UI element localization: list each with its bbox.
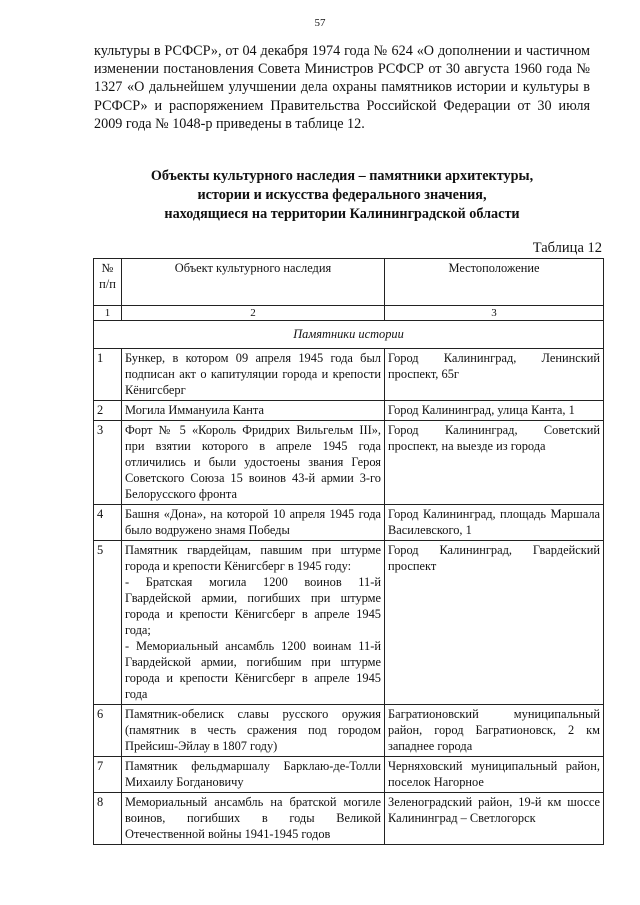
row-object-lead: Памятник гвардейцам, павшим при штурме города и крепости Кёнигсберг в 1945 году: bbox=[125, 543, 381, 573]
row-object: Памятник фельдмаршалу Барклаю-де-Толли Михаилу Богдановичу bbox=[122, 757, 385, 793]
table-row bbox=[94, 505, 604, 541]
row-object: Мемориальный ансамбль на братской могиле воинов, погибших в годы Великой Отечественной войны 1941-1945 годов bbox=[122, 793, 385, 845]
row-location: Город Калининград, Советский проспект, на выезде из города bbox=[385, 421, 604, 505]
table-row bbox=[94, 705, 604, 757]
row-number: 3 bbox=[94, 421, 122, 505]
row-number: 8 bbox=[94, 793, 122, 845]
page-number: 57 bbox=[314, 17, 326, 29]
table-row bbox=[94, 349, 604, 401]
table-row bbox=[94, 401, 604, 421]
header-number: № п/п bbox=[94, 259, 122, 306]
row-object: Форт № 5 «Король Фридрих Вильгельм III», при взятии которого в апреле 1945 года отличились и были удостоены звания Героя Советского Союза 15 воинов 43-й армии 3-го Белорусского фронта bbox=[122, 421, 385, 505]
table-row bbox=[94, 793, 604, 845]
row-object-item: - Братская могила 1200 воинов 11-й Гвардейской армии, погибших при штурме города и крепости Кёнигсберг в апреле 1945 года; bbox=[125, 575, 381, 637]
row-location: Город Калининград, площадь Маршала Василевского, 1 bbox=[385, 505, 604, 541]
table-heading bbox=[94, 167, 590, 224]
column-number: 2 bbox=[122, 306, 385, 321]
row-number: 5 bbox=[94, 541, 122, 705]
table-row bbox=[94, 757, 604, 793]
row-object: Могила Иммануила Канта bbox=[122, 401, 385, 421]
row-number: 1 bbox=[94, 349, 122, 401]
intro-paragraph: культуры в РСФСР», от 04 декабря 1974 года № 624 «О дополнении и частичном изменении постановления Совета Министров РСФСР от 30 августа 1960 года № 1327 «О дальнейшем улучшении дела охраны памятников истории и культуры в РСФСР» и распоряжением Правительства Российской Федерации от 30 июля 2009 года № 1048-р приведены в таблице 12. bbox=[94, 43, 590, 132]
row-location: Багратионовский муниципальный район, город Багратионовск, 2 км западнее города bbox=[385, 705, 604, 757]
row-location: Зеленоградский район, 19-й км шоссе Калининград – Светлогорск bbox=[385, 793, 604, 845]
table-row bbox=[94, 421, 604, 505]
header-object: Объект культурного наследия bbox=[122, 259, 385, 306]
column-number: 1 bbox=[94, 306, 122, 321]
table-header-row bbox=[94, 259, 604, 306]
row-number: 2 bbox=[94, 401, 122, 421]
column-number: 3 bbox=[385, 306, 604, 321]
row-object: Башня «Дона», на которой 10 апреля 1945 года было водружено знамя Победы bbox=[122, 505, 385, 541]
row-object: Памятник-обелиск славы русского оружия (памятник в честь сражения под городом Прейсиш-Эйлау в 1807 году) bbox=[122, 705, 385, 757]
row-object: Бункер, в котором 09 апреля 1945 года был подписан акт о капитуляции города и крепости Кёнигсберг bbox=[122, 349, 385, 401]
row-number: 6 bbox=[94, 705, 122, 757]
row-location: Город Калининград, улица Канта, 1 bbox=[385, 401, 604, 421]
heading-line-2: истории и искусства федерального значения, bbox=[197, 187, 487, 203]
table-caption: Таблица 12 bbox=[532, 240, 602, 256]
table-row bbox=[94, 541, 604, 705]
row-location: Город Калининград, Гвардейский проспект bbox=[385, 541, 604, 705]
row-number: 7 bbox=[94, 757, 122, 793]
monuments-table bbox=[93, 258, 604, 845]
column-number-row bbox=[94, 306, 604, 321]
row-number: 4 bbox=[94, 505, 122, 541]
row-object-item: - Мемориальный ансамбль 1200 воинам 11-й Гвардейской армии, погибшим при штурме города и крепости Кёнигсберг в апреле 1945 года bbox=[125, 639, 381, 701]
section-title: Памятники истории bbox=[94, 321, 604, 349]
row-location: Черняховский муниципальный район, поселок Нагорное bbox=[385, 757, 604, 793]
section-row bbox=[94, 321, 604, 349]
header-location: Местоположение bbox=[385, 259, 604, 306]
heading-line-1: Объекты культурного наследия – памятники архитектуры, bbox=[150, 168, 534, 184]
row-object bbox=[122, 541, 385, 705]
heading-line-3: находящиеся на территории Калининградской области bbox=[164, 206, 520, 222]
row-location: Город Калининград, Ленинский проспект, 65г bbox=[385, 349, 604, 401]
